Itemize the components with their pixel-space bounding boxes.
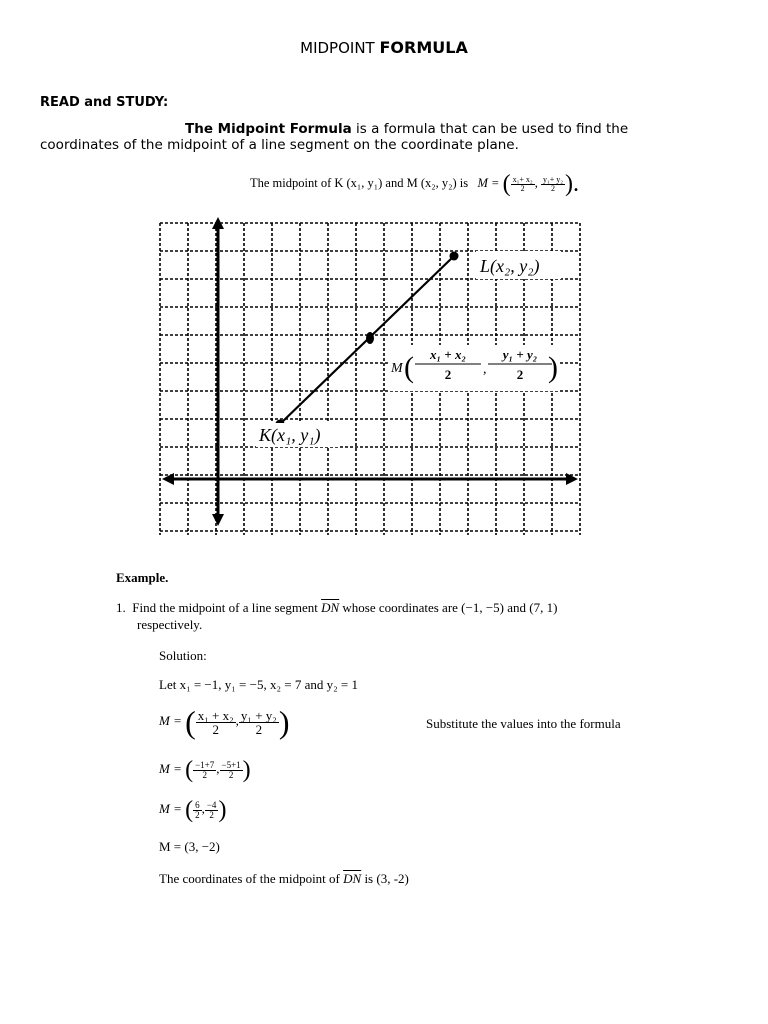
step-m: M = [159,800,182,816]
frac-den: 2 [520,183,525,193]
example-question-line-1 [116,600,557,616]
step1-frac-x [196,709,236,736]
label-K: K(x₁, y₁) [259,425,321,445]
paren-open: ( [185,797,194,823]
midpoint-graph [150,215,590,540]
step-m: M = [159,760,182,776]
label-M: M [391,361,403,376]
step1-frac-y [239,709,279,736]
formula-text: The midpoint of K (x₁, y₁) and M (x₂, y₂) is [250,175,469,190]
step-m: M = [159,712,182,728]
label-M-den1: 2 [444,367,452,382]
paren-close: ) [242,757,251,783]
conclusion [159,871,409,887]
example-heading: Example. [116,570,169,585]
title-part-2: FORMULA [379,38,468,57]
frac-den: 2 [550,183,555,193]
formula-m: M = [477,175,500,190]
intro-rest: is a formula that can be used to find the [351,121,629,137]
step3-frac-x [193,801,202,820]
frac-num: x₁+ x₂ [512,174,533,184]
q-text-b: whose coordinates are (−1, −5) and (7, 1) [339,600,558,615]
frac-num: y₁+ y₂ [542,174,564,184]
section-heading: READ and STUDY: [40,95,169,110]
label-M-comma: , [483,362,487,377]
paren-close: ) [218,797,227,823]
page-title [0,38,768,57]
frac-den: 2 [255,721,263,737]
solution-label: Solution: [159,648,207,663]
step2-frac-x [193,761,216,780]
formula-frac-y [541,176,565,193]
label-M-num2: y₁ + y₂ [502,347,538,362]
segment-DN-conclusion: $\overline{DN}$ [343,871,362,886]
label-M-den2: 2 [516,367,524,382]
frac-num: x₁ + x₂ [197,707,234,723]
label-M-paren-open: ( [404,351,414,384]
paren-open: ( [185,757,194,783]
frac-num: y₁ + y₂ [240,707,277,723]
paren-open: ( [185,704,196,740]
frac-den: 2 [212,721,219,737]
q-text-a: 1. Find the midpoint of a line segment [116,600,322,615]
paren-open: ( [502,171,511,197]
step3-frac-y [205,801,219,820]
label-L: L(x₂, y₂) [480,256,540,276]
concl-a: The coordinates of the midpoint of [159,871,344,886]
paren-close: ) [278,704,290,740]
title-part-1: MIDPOINT [300,39,375,57]
intro-line-2: coordinates of the midpoint of a line segment on the coordinate plane. [40,137,519,153]
step-3-simplify: M = ( $\frac{6}{2}$ , $\frac{-4}{2}$ ) [159,797,227,823]
frac-den: 2 [195,809,200,820]
example-question-line-2: respectively. [137,617,203,632]
concl-b: is (3, -2) [361,871,409,886]
frac-den: 2 [209,809,214,820]
frac-den: 2 [228,769,234,780]
step2-frac-y [220,761,243,780]
label-M-num1: x₁ + x₂ [430,347,466,362]
frac-num: −4 [206,799,217,810]
step-4-result: M = (3, −2) [159,839,220,854]
midpoint-formula-statement: The midpoint of K (x₁, y₁) and M (x₂, y₂) is M = ( $\frac{\text{x₁+ x₂}}{2}$ , $\frac{\text{y₁+ y₂}}{2}$ ). [250,171,580,197]
step-1-formula: M = ( $\frac{\text{x₁ + x₂}}{2}$ , $\frac{\text{y₁ + y₂}}{2}$ ) [159,704,290,740]
segment-DN: $\overline{DN}$ [321,600,340,615]
intro-bold: The Midpoint Formula [185,121,352,137]
frac-den: 2 [202,769,207,780]
formula-frac-x [511,176,535,193]
substitute-note: Substitute the values into the formula [426,716,621,731]
label-M-paren-close: ) [548,351,558,384]
intro-line-1 [185,121,628,137]
let-statement: Let x₁ = −1, y₁ = −5, x₂ = 7 and y₂ = 1 [159,677,358,692]
point-L [450,252,459,261]
formula-end: ). [565,171,580,197]
step-2-substitution: M = ( $\frac{-1+7}{2}$ , $\frac{-5+1}{2}$ ) [159,757,251,783]
frac-num: −1+7 [195,759,215,770]
point-M [366,332,374,344]
frac-num: −5+1 [221,759,241,770]
frac-num: 6 [195,799,200,810]
